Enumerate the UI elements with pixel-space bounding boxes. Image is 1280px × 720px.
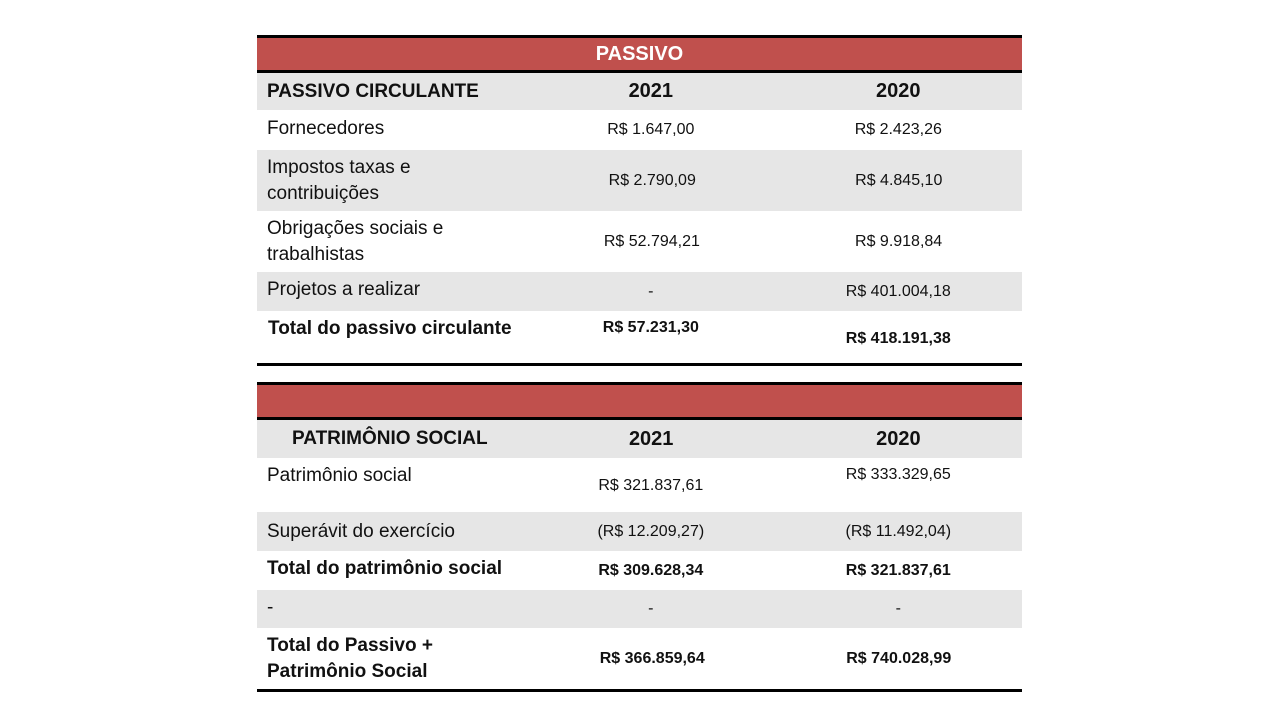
passivo-table — [257, 35, 1022, 366]
passivo-header-row — [257, 73, 1022, 110]
row-value-2020: R$ 2.423,26 — [854, 121, 942, 138]
total-label: Total do passivo circulante — [268, 318, 512, 339]
total-row — [257, 311, 1022, 366]
patrimonio-table — [257, 382, 1022, 692]
header-year-2020: 2020 — [876, 427, 921, 450]
row-label: Projetos a realizar — [267, 279, 421, 300]
table-row — [257, 590, 1022, 628]
grand-total-row — [257, 628, 1022, 692]
table-row — [257, 512, 1022, 551]
row-value-2021: - — [648, 283, 654, 300]
row-value-2020: R$ 4.845,10 — [855, 171, 943, 189]
row-value-2021: R$ 2.790,09 — [608, 171, 696, 189]
row-value-2020: R$ 401.004,18 — [845, 283, 951, 300]
total-value-2021: R$ 57.231,30 — [602, 319, 699, 336]
row-label: Obrigações sociais e trabalhistas — [267, 217, 444, 265]
row-label: - — [267, 597, 274, 618]
table-row — [257, 150, 1022, 211]
table-row — [257, 272, 1022, 311]
grand-total-value-2021: R$ 366.859,64 — [599, 649, 705, 667]
header-year-2021: 2021 — [628, 80, 674, 102]
total-row — [257, 551, 1022, 590]
row-value-2021: R$ 321.837,61 — [598, 477, 704, 494]
header-year-2021: 2021 — [628, 427, 674, 450]
grand-total-label: Total do Passivo + Patrimônio Social — [267, 634, 433, 682]
total-value-2021: R$ 309.628,34 — [598, 562, 704, 579]
table-row — [257, 211, 1022, 272]
header-label-passivo-circulante: PASSIVO CIRCULANTE — [267, 80, 479, 102]
row-value-2021: (R$ 12.209,27) — [597, 522, 705, 540]
total-value-2020: R$ 321.837,61 — [845, 562, 951, 579]
patrimonio-title-bar — [257, 382, 1022, 420]
row-value-2020: (R$ 11.492,04) — [845, 522, 952, 540]
row-label: Impostos taxas e contribuições — [267, 156, 411, 204]
row-value-2020: R$ 333.329,65 — [845, 466, 951, 483]
row-label: Fornecedores — [267, 118, 385, 139]
table-row — [257, 458, 1022, 512]
row-value-2021: - — [648, 600, 654, 617]
row-value-2020: R$ 9.918,84 — [855, 232, 943, 250]
row-label: Superávit do exercício — [267, 520, 455, 542]
passivo-title-bar — [257, 35, 1022, 73]
passivo-title: PASSIVO — [595, 42, 684, 65]
total-label: Total do patrimônio social — [267, 558, 503, 579]
total-value-2020: R$ 418.191,38 — [845, 330, 951, 347]
grand-total-value-2020: R$ 740.028,99 — [846, 649, 952, 667]
header-label-patrimonio-social: PATRIMÔNIO SOCIAL — [292, 428, 488, 449]
row-label: Patrimônio social — [267, 465, 412, 486]
table-row — [257, 110, 1022, 150]
patrimonio-header-row — [257, 420, 1022, 458]
header-year-2020: 2020 — [876, 80, 921, 102]
row-value-2020: - — [895, 600, 901, 617]
row-value-2021: R$ 52.794,21 — [603, 232, 700, 250]
row-value-2021: R$ 1.647,00 — [607, 121, 695, 138]
